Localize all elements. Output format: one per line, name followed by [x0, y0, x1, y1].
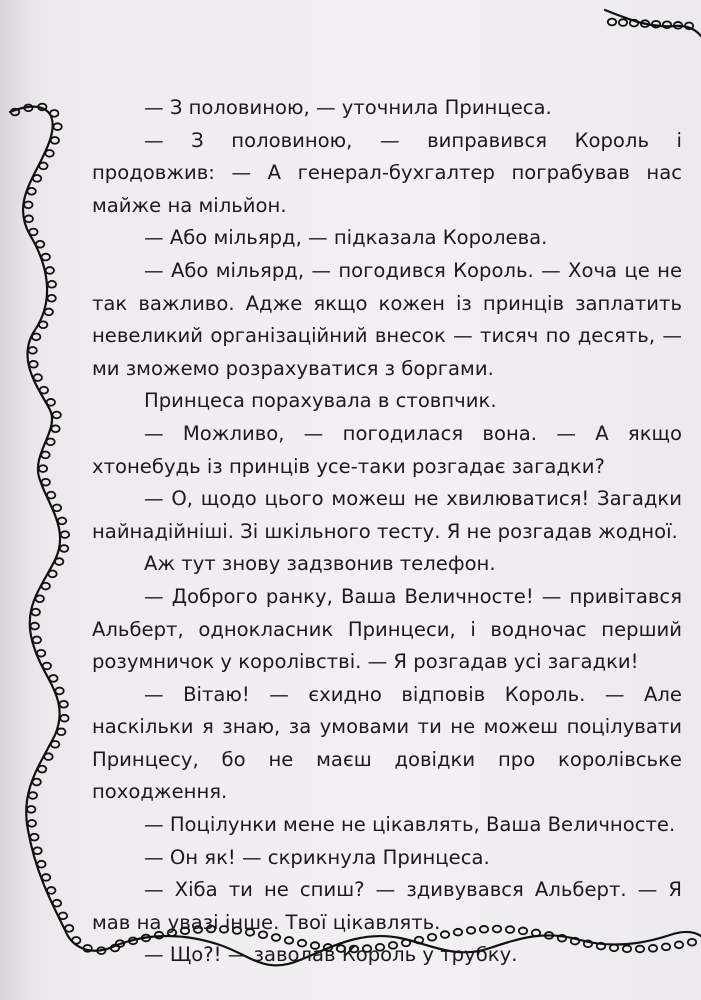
vine-curl [48, 281, 56, 288]
vine-curl [38, 766, 46, 773]
vine-curl [60, 701, 68, 708]
vine-curl [72, 937, 80, 944]
vine-curl [49, 675, 57, 682]
vine-curl [59, 912, 67, 919]
vine-curl [36, 595, 44, 602]
vine-curl [27, 806, 35, 813]
vine-curl [57, 728, 65, 735]
vine-curl [37, 650, 45, 657]
paragraph: — З половиною, — уточнила Принцеса. [144, 96, 552, 119]
vine-curl [51, 741, 59, 748]
vine-curl [47, 295, 55, 302]
vine-curl [30, 834, 38, 841]
vine-curl [61, 531, 69, 538]
vine-curl [60, 715, 68, 722]
vine-curl [36, 241, 44, 248]
paragraph: — Поцілунки мене не цікавлять, Ваша Величносте. [144, 813, 676, 837]
paragraph: — Що?! — заволав Король у трубку. [144, 943, 518, 967]
vine-curl [42, 874, 50, 881]
vine-curl [40, 387, 48, 394]
vine-curl [39, 465, 47, 472]
vine-curl [52, 412, 60, 419]
vine-curl [53, 900, 61, 907]
vine-curl [31, 623, 39, 630]
vine-curl [48, 571, 56, 578]
paragraph: — Вітаю! — єхидно відповів Король. — Але наскільки я знаю, за умовами ти не можеш поцілувати Принцесу, бо не маєш довідки про королівське походження. [92, 682, 682, 804]
paragraph: — З половиною, — виправився Король і продовжив: — А генерал-бухгалтер пограбував нас майже на мільйон. [92, 128, 682, 217]
vine-curl [37, 861, 45, 868]
vine-curl [688, 939, 696, 946]
vine-curl [46, 438, 54, 445]
vine-curl [27, 188, 35, 195]
vine-curl [24, 201, 32, 208]
vine-curl [39, 163, 47, 170]
vine-curl [53, 123, 61, 130]
vine-curl [42, 583, 50, 590]
vine-curl [34, 374, 42, 381]
vine-curl [47, 492, 55, 499]
vine-curl [39, 321, 47, 328]
vine-curl [32, 779, 40, 786]
body-text [92, 92, 682, 972]
paragraph: Принцеса порахувала в стовпчик. [144, 389, 497, 413]
vine-curl [53, 504, 61, 511]
vine-curl [44, 753, 52, 760]
vine-curl [33, 847, 41, 854]
vine-curl [28, 820, 36, 827]
vine-curl [47, 399, 55, 406]
paragraph: — О, щодо цього можеш не хвилюватися! Загадки найнадійніші. Зі шкільного тесту. Я не розгадав жодної. [92, 487, 682, 543]
vine-curl [608, 19, 616, 26]
vine-curl [25, 215, 33, 222]
vine-curl [29, 229, 37, 236]
vine-curl [29, 361, 37, 368]
vine-curl [45, 150, 53, 157]
vine-curl [50, 110, 58, 117]
vine-curl [60, 545, 68, 552]
vine-curl [32, 333, 40, 340]
vine-curl [51, 425, 59, 432]
paragraph: — Або мільярд, — погодився Король. — Хоча це не так важливо. Адже якщо кожен із принців заплатить невеликий організаційний внесок — тисяч по десять, — ми зможемо розрахуватися з боргами. [92, 258, 682, 380]
vine-curl [619, 19, 627, 26]
vine-curl [29, 792, 37, 799]
vine-curl [58, 518, 66, 525]
vine-curl [41, 452, 49, 459]
paragraph: — Хіба ти не спиш? — здивувався Альберт. — Я мав на увазі інше. Твої цікавлять. [92, 878, 682, 934]
vine-curl [33, 175, 41, 182]
vine-curl [42, 254, 50, 261]
paragraph: — Доброго ранку, Ваша Величносте! — привітався Альберт, однокласник Принцеси, і водночас перший розумничок у королівстві. — Я розгадав усі загадки! [92, 584, 682, 674]
vine-curl [32, 609, 40, 616]
vine-curl [45, 309, 53, 316]
paragraph: — Он як! — скрикнула Принцеса. [144, 845, 490, 869]
paragraph: — Можливо, — погодилася вона. — А якщо хтонебудь із принців усе-таки розгадає загадки? [92, 421, 682, 478]
vine-curl [65, 925, 73, 932]
vine-curl [46, 267, 54, 274]
vine-curl [28, 347, 36, 354]
paragraph: — Або мільярд, — підказала Королева. [144, 226, 548, 250]
paragraph: Аж тут знову задзвонив телефон. [144, 552, 496, 576]
vine-curl [43, 663, 51, 670]
vine-curl [47, 887, 55, 894]
vine-curl [51, 137, 59, 144]
vine-curl [42, 479, 50, 486]
vine-curl [55, 688, 63, 695]
vine-curl [55, 558, 63, 565]
vine-curl [33, 637, 41, 644]
